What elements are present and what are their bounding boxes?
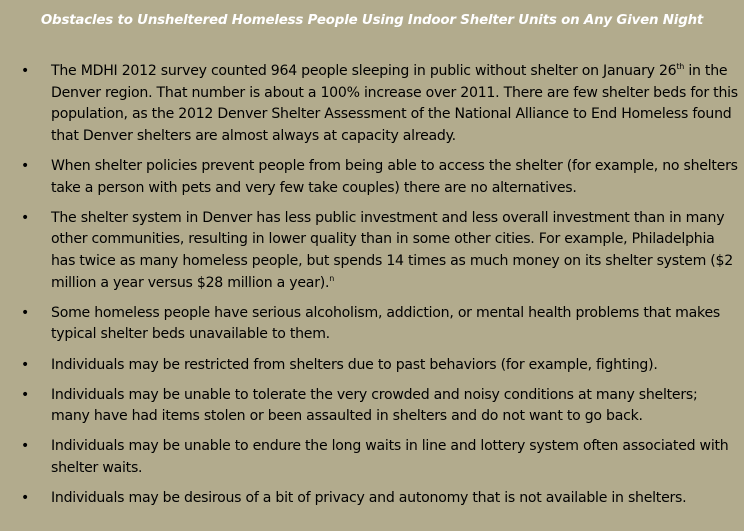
list-item xyxy=(0,355,744,377)
item-text: Individuals may be unable to tolerate the very crowded and noisy conditions at many shelters; many have had items stolen or been assaulted in shelters and do not want to go back. xyxy=(51,386,698,425)
superscript: n xyxy=(329,273,335,283)
bullet-icon: • xyxy=(20,438,29,455)
list-item xyxy=(0,303,744,346)
item-text: Some homeless people have serious alcoholism, addiction, or mental health problems that makes typical shelter beds unavailable to them. xyxy=(51,304,720,343)
bullet-icon: • xyxy=(20,386,29,403)
slide-title: Obstacles to Unsheltered Homeless People Using Indoor Shelter Units on Any Given Night xyxy=(40,13,704,28)
bullet-icon: • xyxy=(20,63,29,79)
list-item xyxy=(0,385,744,428)
obstacle-list xyxy=(0,61,744,518)
list-item xyxy=(0,208,744,294)
item-text: The MDHI 2012 survey counted 964 people sleeping in public without shelter on January 26th in the Denver region. That number is about a 100% increase over 2011. There are few shelter beds for this population, as the 2012 Denver Shelter Assessment of the National Alliance to End Homeless found that Denver shelters are almost always at capacity already. xyxy=(51,62,738,144)
list-item xyxy=(0,61,744,147)
bullet-icon: • xyxy=(20,356,29,373)
item-text: Individuals may be unable to endure the long waits in line and lottery system often associated with shelter waits. xyxy=(51,438,729,477)
item-text: Individuals may be desirous of a bit of privacy and autonomy that is not available in shelters. xyxy=(51,490,687,507)
bullet-icon: • xyxy=(20,209,29,226)
list-item xyxy=(0,436,744,479)
superscript: th xyxy=(676,62,685,71)
list-item xyxy=(0,488,744,510)
list-item xyxy=(0,156,744,199)
bullet-icon: • xyxy=(20,490,29,507)
item-text: Individuals may be restricted from shelters due to past behaviors (for example, fighting). xyxy=(51,356,658,373)
item-text: When shelter policies prevent people from being able to access the shelter (for example, no shelters take a person with pets and very few take couples) there are no alternatives. xyxy=(51,157,738,196)
item-text: The shelter system in Denver has less public investment and less overall investment than in many other communities, resulting in lower quality than in some other cities. For example, Philadelphia has twice as many homeless people, but spends 14 times as much money on its shelter system ($2 million a year versus $28 million a year).$^n$ xyxy=(51,209,733,291)
bullet-icon: • xyxy=(20,304,29,321)
bullet-icon: • xyxy=(20,157,29,174)
